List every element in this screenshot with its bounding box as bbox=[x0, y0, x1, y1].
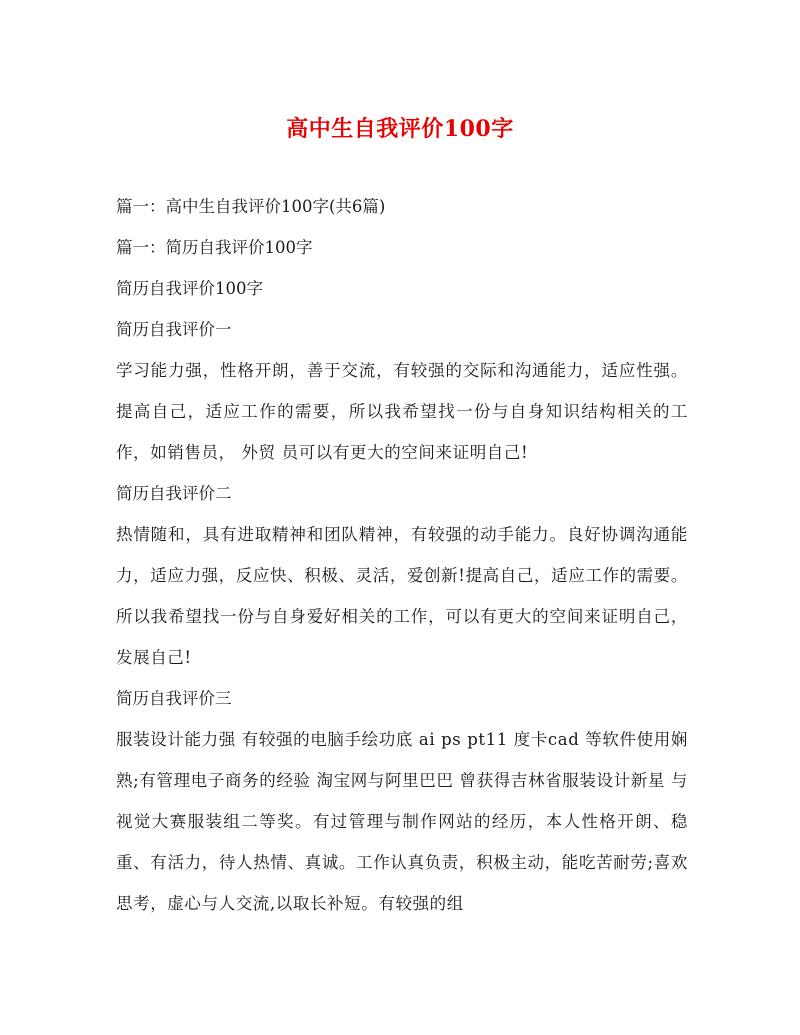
document-title: 高中生自我评价100字 bbox=[286, 116, 514, 142]
paragraph-body-3: 服装设计能力强 有较强的电脑手绘功底 ai ps pt11 度卡cad 等软件使用娴熟;有管理电子商务的经验 淘宝网与阿里巴巴 曾获得吉林省服装设计新星 与视觉大赛服装组二等奖。有过管理与制作网站的经历，本人性格开朗、稳重、有活力，待人热情、真诚。工作认真负责，积极主动，能吃苦耐劳;喜欢思考，虚心与人交流,以取长补短。有较强的组 bbox=[116, 730, 688, 913]
section-heading-1: 简历自我评价一 bbox=[116, 320, 232, 339]
section-heading-2: 简历自我评价二 bbox=[116, 484, 232, 503]
paragraph-heading-1: 篇一：高中生自我评价100字(共6篇) bbox=[116, 197, 386, 216]
paragraph-heading-3: 简历自我评价100字 bbox=[116, 279, 263, 298]
document-body bbox=[116, 186, 688, 924]
paragraph-body-2: 热情随和，具有进取精神和团队精神，有较强的动手能力。良好协调沟通能力，适应力强，反应快、积极、灵活，爱创新!提高自己，适应工作的需要。所以我希望找一份与自身爱好相关的工作，可以有更大的空间来证明自己，发展自己! bbox=[116, 525, 688, 667]
section-heading-3: 简历自我评价三 bbox=[116, 689, 232, 708]
paragraph-body-1: 学习能力强，性格开朗，善于交流，有较强的交际和沟通能力，适应性强。提高自己，适应工作的需要，所以我希望找一份与自身知识结构相关的工作，如销售员， 外贸 员可以有更大的空间来证明自己! bbox=[116, 361, 688, 462]
paragraph-heading-2: 篇一：简历自我评价100字 bbox=[116, 238, 313, 257]
